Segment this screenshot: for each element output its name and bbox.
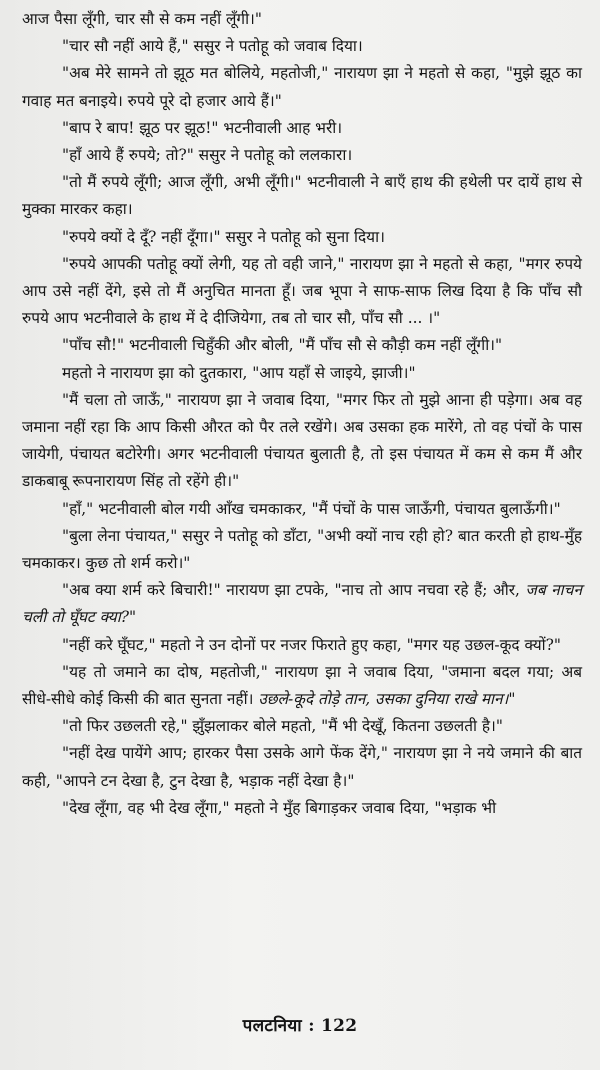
paragraph-14 (22, 577, 582, 631)
paragraph-text: "तो मैं रुपये लूँगी; आज लूँगी, अभी लूँगी।" भटनीवाली ने बाएँ हाथ की हथेली पर दायें हाथ से मुक्का मारकर कहा। (22, 173, 582, 219)
paragraph-10 (22, 360, 582, 387)
page-number-label: पलटनिया : 122 (242, 1016, 358, 1036)
paragraph-4 (22, 115, 582, 142)
paragraph-text: आज पैसा लूँगी, चार सौ से कम नहीं लूँगी।" (22, 10, 262, 28)
proverb-italic: जब नाचन चली तो घूँघट क्या?" (22, 581, 582, 627)
paragraph-text: "नहीं देख पायेंगे आप; हारकर पैसा उसके आगे फेंक देंगे," नारायण झा ने नये जमाने की बात कही, "आपने टन देखा है, टुन देखा है, भड़ाक नहीं देखा है।" (22, 744, 582, 790)
paragraph-text: "अब क्या शर्म करे बिचारी!" नारायण झा टपके, "नाच तो आप नचवा रहे हैं; और, (62, 581, 526, 600)
paragraph-3 (22, 60, 582, 114)
page-footer (0, 1013, 600, 1036)
paragraph-text: "अब मेरे सामने तो झूठ मत बोलिये, महतोजी," नारायण झा ने महतो से कहा, "मुझे झूठ का गवाह मत बनाइये। रुपये पूरे दो हजार आये हैं।" (22, 64, 582, 110)
paragraph-6 (22, 169, 582, 223)
paragraph-17 (22, 713, 582, 740)
paragraph-18 (22, 740, 582, 794)
paragraph-8 (22, 251, 582, 333)
paragraph-13 (22, 523, 582, 577)
paragraph-text: "देख लूँगा, वह भी देख लूँगा," महतो ने मुँह बिगाड़कर जवाब दिया, "भड़ाक भी (62, 798, 497, 817)
paragraph-1 (22, 6, 582, 33)
paragraph-text: "रुपये क्यों दे दूँ? नहीं दूँगा।" ससुर ने पतोहू को सुना दिया। (62, 227, 385, 246)
paragraph-text: "मैं चला तो जाऊँ," नारायण झा ने जवाब दिया, "मगर फिर तो मुझे आना ही पड़ेगा। अब वह जमाना नहीं रहा कि आप किसी औरत को पैर तले रखेंगे। अब उसका हक मारेंगे, तो वह पंचों के पास जायेगी, पंचायत बटोरेगी। अगर भटनीवाली पंचायत बुलाती है, तो इस पंचायत में कम से कम मैं और डाकबाबू रूपनारायण सिंह तो रहेंगे ही।" (22, 390, 582, 491)
paragraph-text: "पाँच सौ!" भटनीवाली चिहुँकी और बोली, "मैं पाँच सौ से कौड़ी कम नहीं लूँगी।" (62, 336, 503, 355)
paragraph-text: "तो फिर उछलती रहे," झुँझलाकर बोले महतो, "मैं भी देखूँ, कितना उछलती है।" (62, 717, 503, 736)
page-body (22, 6, 582, 822)
paragraph-9 (22, 332, 582, 359)
paragraph-16 (22, 659, 582, 713)
paragraph-text: "हाँ," भटनीवाली बोल गयी आँख चमकाकर, "मैं पंचों के पास जाऊँगी, पंचायत बुलाऊँगी।" (62, 499, 561, 518)
paragraph-text: "चार सौ नहीं आये हैं," ससुर ने पतोहू को जवाब दिया। (62, 37, 363, 56)
paragraph-text: महतो ने नारायण झा को दुतकारा, "आप यहाँ से जाइये, झाजी।" (62, 363, 416, 382)
paragraph-7 (22, 224, 582, 251)
paragraph-15 (22, 632, 582, 659)
paragraph-11 (22, 387, 582, 496)
paragraph-text: "बाप रे बाप! झूठ पर झूठ!" भटनीवाली आह भरी। (62, 118, 343, 137)
paragraph-text: "यह तो जमाने का दोष, महतोजी," नारायण झा ने जवाब दिया, "जमाना बदल गया; अब सीधे-सीधे कोई किसी की बात सुनता नहीं। (22, 662, 582, 709)
paragraph-text: "हाँ आये हैं रुपये; तो?" ससुर ने पतोहू को ललकारा। (62, 146, 353, 165)
paragraph-text: "बुला लेना पंचायत," ससुर ने पतोहू को डाँटा, "अभी क्यों नाच रही हो? बात करती हो हाथ-मुँह चमकाकर। कुछ तो शर्म करो।" (22, 526, 582, 573)
proverb-italic: उछले-कूदे तोड़े तान, उसका दुनिया राखे मान।" (258, 690, 516, 709)
paragraph-12 (22, 496, 582, 523)
paragraph-text: "रुपये आपकी पतोहू क्यों लेगी, यह तो वही जाने," नारायण झा ने महतो से कहा, "मगर रुपये आप उसे नहीं देंगे, इसे तो मैं अनुचित मानता हूँ। जब भूपा ने साफ-साफ लिख दिया है कि पाँच सौ रुपये आप भटनीवाले के हाथ में दे दीजियेगा, तब तो चार सौ, पाँच सौ ... ।" (22, 254, 582, 328)
paragraph-text: "नहीं करे घूँघट," महतो ने उन दोनों पर नजर फिराते हुए कहा, "मगर यह उछल-कूद क्यों?" (62, 635, 561, 654)
paragraph-19 (22, 795, 582, 822)
paragraph-2 (22, 33, 582, 60)
paragraph-5 (22, 142, 582, 169)
